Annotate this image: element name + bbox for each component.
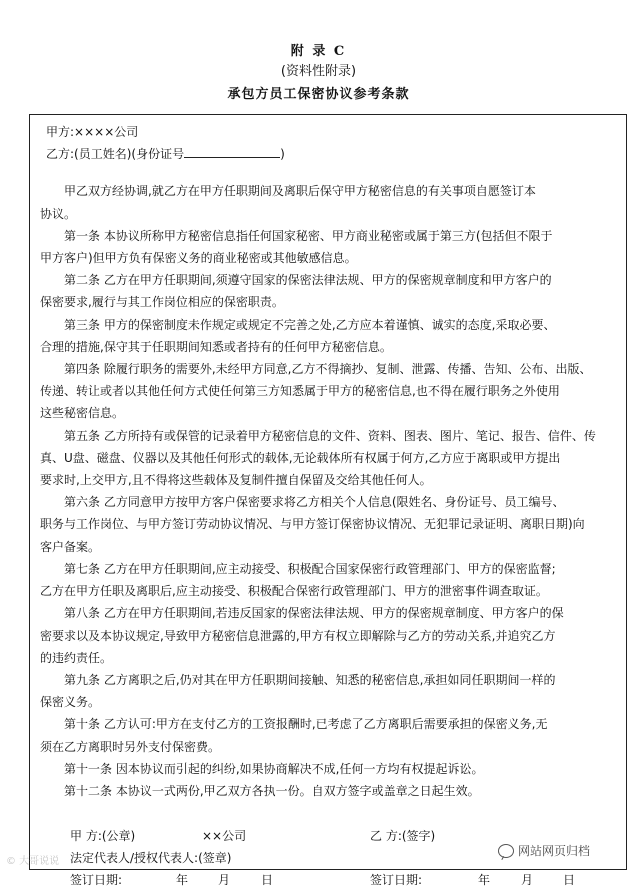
party-b-date-label: 签订日期:: [370, 873, 423, 887]
intro-line-1: 甲乙双方经协调,就乙方在甲方任职期间及离职后保守甲方秘密信息的有关事项自愿签订本: [64, 184, 536, 198]
party-a-line: 甲方:××××公司: [46, 125, 139, 139]
clause-4-line-1: 第四条 除履行职务的需要外,未经甲方同意,乙方不得摘抄、复制、泄露、传播、告知、公布、出版、: [64, 362, 592, 376]
clause-3-line-1: 第三条 甲方的保密制度未作规定或规定不完善之处,乙方应本着谨慎、诚实的态度,采取必要、: [64, 318, 556, 332]
party-a-date-year: 年: [176, 873, 189, 887]
agreement-box: [29, 114, 627, 887]
legal-representative-label: 法定代表人/授权代表人:(签章): [70, 851, 232, 865]
party-b-suffix: ): [280, 147, 285, 161]
chat-bubble-icon: [498, 844, 514, 858]
id-number-blank: [184, 146, 280, 158]
appendix-subtitle: (资料性附录): [280, 64, 357, 79]
document-title: 承包方员工保密协议参考条款: [227, 87, 410, 102]
party-b-date-year: 年: [478, 873, 491, 887]
clause-7-line-1: 第七条 乙方在甲方任职期间,应主动接受、积极配合国家保密行政管理部门、甲方的保密监督;: [64, 562, 556, 576]
clause-11-line: 第十一条 因本协议而引起的纠纷,如果协商解决不成,任何一方均有权提起诉讼。: [64, 762, 484, 776]
party-b-line: [46, 146, 285, 161]
party-a-date-month: 月: [218, 873, 231, 887]
clause-7-line-2: 乙方在甲方任职及离职后,应主动接受、积极配合保密行政管理部门、甲方的泄密事件调查取证。: [40, 584, 548, 598]
appendix-heading: 附 录 C: [290, 44, 347, 59]
party-a-company: ××公司: [202, 829, 247, 843]
clause-4-line-2: 传递、转让或者以其他任何方式使任何第三方知悉属于甲方的秘密信息,也不得在履行职务之外使用: [40, 384, 560, 398]
party-b-date-day: 日: [563, 873, 576, 887]
clause-1-line-2: 甲方客户)但甲方负有保密义务的商业秘密或其他敏感信息。: [40, 251, 357, 265]
clause-3-line-2: 合理的措施,保守其于任职期间知悉或者持有的任何甲方秘密信息。: [40, 340, 392, 354]
clause-12-line: 第十二条 本协议一式两份,甲乙双方各执一份。自双方签字或盖章之日起生效。: [64, 784, 480, 798]
clause-2-line-2: 保密要求,履行与其工作岗位相应的保密职责。: [40, 295, 284, 309]
clause-6-line-2: 职务与工作岗位、与甲方签订劳动协议情况、与甲方签订保密协议情况、无犯罪记录证明、离职日期)向: [40, 517, 585, 531]
clause-8-line-2: 密要求以及本协议规定,导致甲方秘密信息泄露的,甲方有权立即解除与乙方的劳动关系,并追究乙方: [40, 629, 556, 643]
clause-6-line-1: 第六条 乙方同意甲方按甲方客户保密要求将乙方相关个人信息(限姓名、身份证号、员工编号、: [64, 495, 565, 509]
clause-8-line-1: 第八条 乙方在甲方任职期间,若违反国家的保密法律法规、甲方的保密规章制度、甲方客户的保: [64, 606, 564, 620]
clause-9-line-1: 第九条 乙方离职之后,仍对其在甲方任职期间接触、知悉的秘密信息,承担如同任职期间一样的: [64, 673, 556, 687]
party-a-date-day: 日: [261, 873, 274, 887]
clause-4-line-3: 这些秘密信息。: [40, 406, 125, 420]
intro-line-2: 协议。: [40, 207, 77, 221]
clause-5-line-2: 真、U盘、磁盘、仪器以及其他任何形式的载体,无论载体所有权属于何方,乙方应于离职或甲方提出: [40, 451, 561, 465]
clause-5-line-1: 第五条 乙方所持有或保管的记录着甲方秘密信息的文件、资料、图表、图片、笔记、报告、信件、传: [64, 429, 596, 443]
clause-6-line-3: 客户备案。: [40, 540, 101, 554]
clause-10-line-1: 第十条 乙方认可:甲方在支付乙方的工资报酬时,已考虑了乙方离职后需要承担的保密义务,无: [64, 717, 548, 731]
party-a-seal-label: 甲 方:(公章): [70, 829, 136, 843]
watermark-right: [498, 842, 590, 859]
clause-2-line-1: 第二条 乙方在甲方任职期间,须遵守国家的保密法律法规、甲方的保密规章制度和甲方客户的: [64, 273, 552, 287]
clause-10-line-2: 须在乙方离职时另外支付保密费。: [40, 740, 221, 754]
clause-9-line-2: 保密义务。: [40, 695, 101, 709]
watermark-right-text: 网站网页归档: [518, 844, 591, 858]
party-a-date-label: 签订日期:: [70, 873, 123, 887]
clause-8-line-3: 的违约责任。: [40, 651, 113, 665]
clause-1-line-1: 第一条 本协议所称甲方秘密信息指任何国家秘密、甲方商业秘密或属于第三方(包括但不限于: [64, 229, 553, 243]
party-b-prefix: 乙方:(员工姓名)(身份证号: [46, 147, 185, 161]
party-b-sign-label: 乙 方:(签字): [370, 829, 436, 843]
watermark-left: © 大哥说说: [6, 856, 60, 867]
clause-5-line-3: 要求时,上交甲方,且不得将这些载体及复制件擅自保留及交给其他任何人。: [40, 473, 432, 487]
party-b-date-month: 月: [521, 873, 534, 887]
